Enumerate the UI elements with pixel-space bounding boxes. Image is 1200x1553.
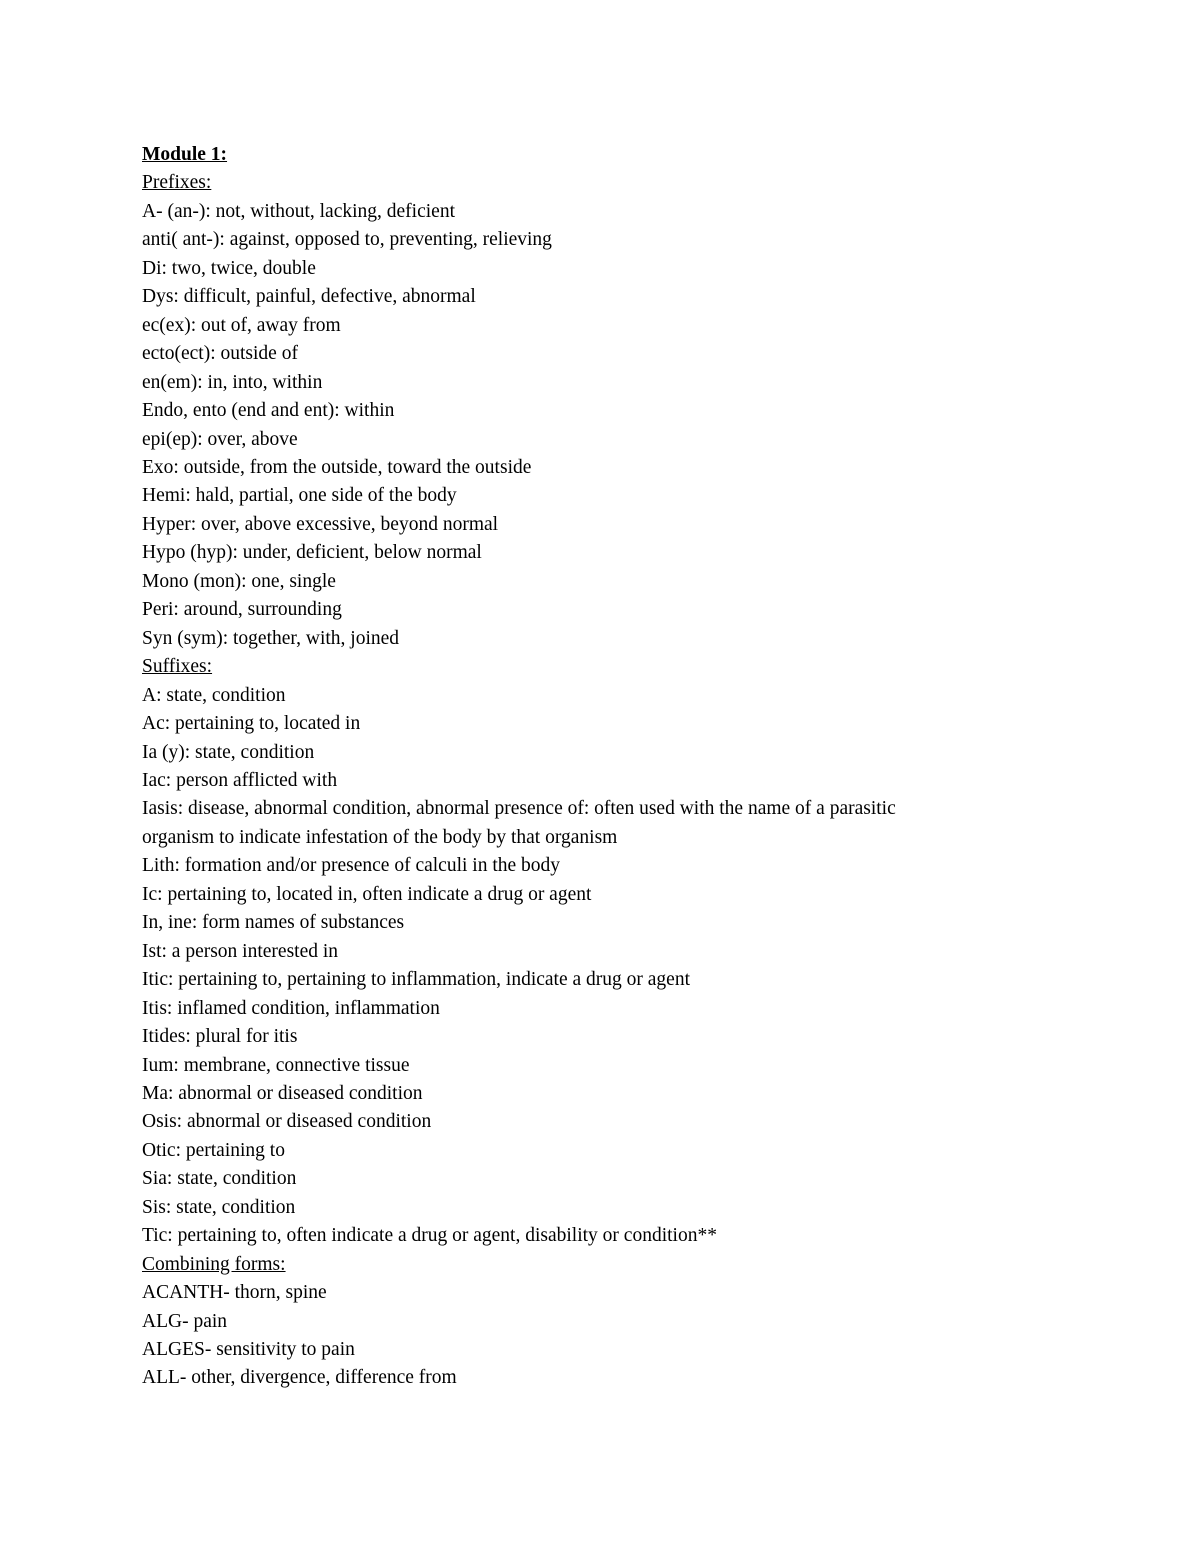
term-line: Tic: pertaining to, often indicate a drug or agent, disability or condition** <box>142 1225 717 1247</box>
term-line: Lith: formation and/or presence of calculi in the body <box>142 855 561 877</box>
term-line: Syn (sym): together, with, joined <box>142 627 400 649</box>
term-line: ALGES- sensitivity to pain <box>142 1339 355 1361</box>
term-line: Itides: plural for itis <box>142 1026 298 1048</box>
term-line: Peri: around, surrounding <box>142 599 342 621</box>
term-line: Otic: pertaining to <box>142 1139 285 1161</box>
term-line: Ic: pertaining to, located in, often indicate a drug or agent <box>142 883 592 905</box>
term-line: Iac: person afflicted with <box>142 769 338 791</box>
term-line: Hyper: over, above excessive, beyond normal <box>142 513 499 535</box>
term-line: Itis: inflamed condition, inflammation <box>142 997 440 1019</box>
term-line: Osis: abnormal or diseased condition <box>142 1111 432 1133</box>
term-line: ALL- other, divergence, difference from <box>142 1367 457 1389</box>
section-heading: Prefixes: <box>142 172 212 194</box>
term-line: Hemi: hald, partial, one side of the body <box>142 485 457 507</box>
term-line: Endo, ento (end and ent): within <box>142 400 395 422</box>
term-line: Ma: abnormal or diseased condition <box>142 1082 423 1104</box>
term-line: Sia: state, condition <box>142 1168 297 1190</box>
section-heading: Combining forms: <box>142 1253 286 1275</box>
term-line: en(em): in, into, within <box>142 371 323 393</box>
term-line: Iasis: disease, abnormal condition, abnormal presence of: often used with the name of a parasitic <box>142 798 896 820</box>
term-line: Ia (y): state, condition <box>142 741 315 763</box>
term-line: Di: two, twice, double <box>142 257 316 279</box>
term-line: A- (an-): not, without, lacking, deficient <box>142 200 455 222</box>
term-line: epi(ep): over, above <box>142 428 298 450</box>
module-title: Module 1: <box>142 144 228 165</box>
term-line: organism to indicate infestation of the body by that organism <box>142 826 618 848</box>
term-line: Ium: membrane, connective tissue <box>142 1054 410 1076</box>
term-line: Itic: pertaining to, pertaining to inflammation, indicate a drug or agent <box>142 969 690 991</box>
term-line: Exo: outside, from the outside, toward the outside <box>142 456 532 478</box>
term-line: ACANTH- thorn, spine <box>142 1282 327 1304</box>
term-line: Ist: a person interested in <box>142 940 339 962</box>
document-page <box>142 141 1142 1393</box>
term-line: ecto(ect): outside of <box>142 343 298 365</box>
term-line: Ac: pertaining to, located in <box>142 713 361 735</box>
term-line: anti( ant-): against, opposed to, preventing, relieving <box>142 229 552 251</box>
sections-container <box>142 169 1142 1392</box>
term-line: In, ine: form names of substances <box>142 912 405 934</box>
term-line: Sis: state, condition <box>142 1196 296 1218</box>
term-line: ALG- pain <box>142 1310 228 1332</box>
term-line: ec(ex): out of, away from <box>142 314 341 336</box>
term-line: Hypo (hyp): under, deficient, below normal <box>142 542 482 564</box>
term-line: Mono (mon): one, single <box>142 570 336 592</box>
term-line: A: state, condition <box>142 684 286 706</box>
section-heading: Suffixes: <box>142 656 213 678</box>
term-line: Dys: difficult, painful, defective, abnormal <box>142 286 476 308</box>
